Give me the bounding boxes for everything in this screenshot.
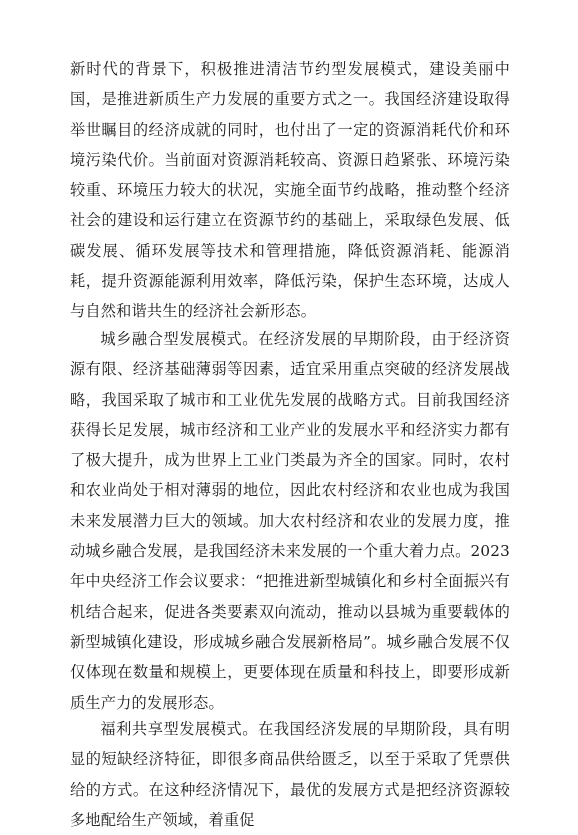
paragraph-welfare-sharing: 福利共享型发展模式。在我国经济发展的早期阶段，具有明显的短缺经济特征，即很多商品供给匮乏，以至于采取了凭票供给的方式。在这种经济情况下，最优的发展方式是把经济资源较多地配给生产领域，着重促 [70,720,510,829]
paragraph-clean-economical-development: 新时代的背景下，积极推进清洁节约型发展模式，建设美丽中国，是推进新质生产力发展的重要方式之一。我国经济建设取得举世瞩目的经济成就的同时，也付出了一定的资源消耗代价和环境污染代价。当前面对资源消耗较高、资源日趋紧张、环境污染较重、环境压力较大的状况，实施全面节约战略，推动整个经济社会的建设和运行建立在资源节约的基础上，采取绿色发展、低碳发展、循环发展等技术和管理措施，降低资源消耗、能源消耗，提升资源能源利用效率，降低污染，保护生态环境，达成人与自然和谐共生的经济社会新形态。 [70,60,510,321]
paragraph-urban-rural-integration: 城乡融合型发展模式。在经济发展的早期阶段，由于经济资源有限、经济基础薄弱等因素，适宜采用重点突破的经济发展战略，我国采取了城市和工业优先发展的战略方式。目前我国经济获得长足发展，城市经济和工业产业的发展水平和经济实力都有了极大提升，成为世界上工业门类最为齐全的国家。同时，农村和农业尚处于相对薄弱的地位，因此农村经济和农业也成为我国未来发展潜力巨大的领域。加大农村经济和农业的发展力度，推动城乡融合发展，是我国经济未来发展的一个重大着力点。2023年中央经济工作会议要求：“把推进新型城镇化和乡村全面振兴有机结合起来，促进各类要素双向流动，推动以县城为重要载体的新型城镇化建设，形成城乡融合发展新格局”。城乡融合发展不仅仅体现在数量和规模上，更要体现在质量和科技上，即要形成新质生产力的发展形态。 [70,330,510,712]
